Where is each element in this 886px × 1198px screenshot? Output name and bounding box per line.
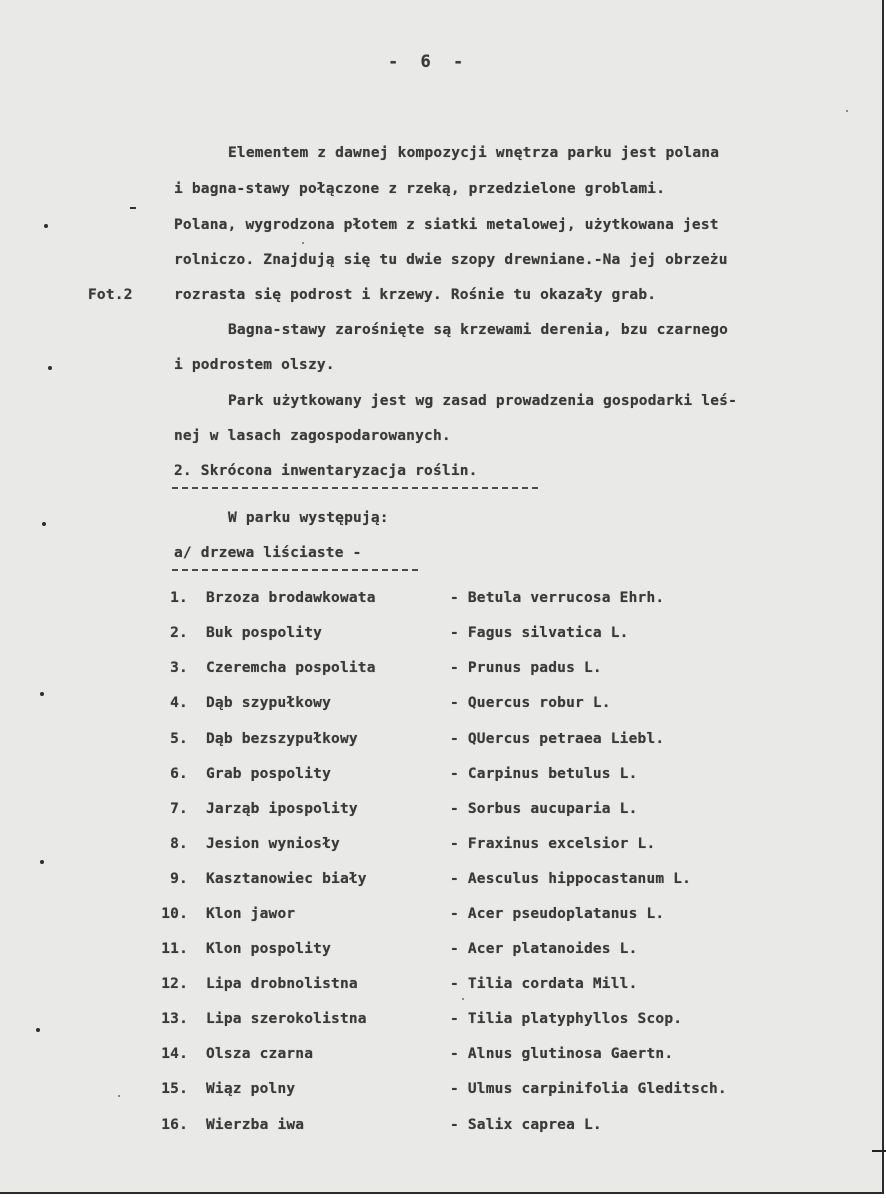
tree-polish-name: Dąb bezszypułkowy (206, 731, 358, 747)
paragraph-line: rozrasta się podrost i krzewy. Rośnie tu okazały grab. (174, 287, 657, 303)
scan-speck (302, 242, 304, 244)
page-number: - 6 - (388, 52, 470, 72)
tree-polish-name: Jarząb ipospolity (206, 801, 358, 817)
scan-speck (846, 110, 848, 112)
tree-number: 1. (170, 590, 188, 606)
tree-latin-name: - Alnus glutinosa Gaertn. (450, 1046, 674, 1062)
tree-number: 11. (161, 941, 188, 957)
tree-latin-name: - Acer pseudoplatanus L. (450, 906, 665, 922)
paragraph-line: nej w lasach zagospodarowanych. (174, 428, 451, 444)
tree-latin-name: - Sorbus aucuparia L. (450, 801, 638, 817)
tree-latin-name: - Quercus robur L. (450, 695, 611, 711)
paragraph-line: Elementem z dawnej kompozycji wnętrza parku jest polana (228, 145, 720, 161)
tree-number: 14. (161, 1046, 188, 1062)
scan-dot (42, 522, 46, 526)
tree-polish-name: Lipa szerokolistna (206, 1011, 367, 1027)
tree-latin-name: - Fraxinus excelsior L. (450, 836, 656, 852)
margin-note: Fot.2 (88, 287, 133, 303)
tree-latin-name: - Betula verrucosa Ehrh. (450, 590, 665, 606)
tree-latin-name: - Acer platanoides L. (450, 941, 638, 957)
tree-polish-name: Wierzba iwa (206, 1117, 305, 1133)
intro-line: W parku występują: (228, 510, 389, 526)
tree-latin-name: - QUercus petraea Liebl. (450, 731, 665, 747)
tree-polish-name: Dąb szypułkowy (206, 695, 332, 711)
tree-latin-name: - Salix caprea L. (450, 1117, 602, 1133)
tree-polish-name: Jesion wyniosły (206, 836, 340, 852)
tree-number: 13. (161, 1011, 188, 1027)
tree-latin-name: - Prunus padus L. (450, 660, 602, 676)
tree-latin-name: - Tilia platyphyllos Scop. (450, 1011, 683, 1027)
tree-number: 4. (170, 695, 188, 711)
tree-latin-name: - Ulmus carpinifolia Gleditsch. (450, 1081, 727, 1097)
tree-polish-name: Czeremcha pospolita (206, 660, 376, 676)
tree-latin-name: - Carpinus betulus L. (450, 766, 638, 782)
tree-polish-name: Klon jawor (206, 906, 296, 922)
tree-latin-name: - Aesculus hippocastanum L. (450, 871, 692, 887)
tree-polish-name: Klon pospolity (206, 941, 332, 957)
tree-polish-name: Lipa drobnolistna (206, 976, 358, 992)
tree-latin-name: - Fagus silvatica L. (450, 625, 629, 641)
scan-speck (118, 1095, 120, 1097)
subheading: a/ drzewa liściaste - (174, 545, 362, 561)
scan-dot (44, 224, 48, 228)
tree-polish-name: Wiąz polny (206, 1081, 296, 1097)
tree-number: 6. (170, 766, 188, 782)
paragraph-line: Bagna-stawy zarośnięte są krzewami derenia, bzu czarnego (228, 322, 729, 338)
paragraph-line: i bagna-stawy połączone z rzeką, przedzielone groblami. (174, 181, 666, 197)
paragraph-line: rolniczo. Znajdują się tu dwie szopy drewniane.-Na jej obrzeżu (174, 252, 728, 268)
tree-number: 10. (161, 906, 188, 922)
tree-polish-name: Kasztanowiec biały (206, 871, 367, 887)
scan-dot (36, 1028, 40, 1032)
scan-dot (40, 860, 44, 864)
scan-dot (48, 366, 52, 370)
subheading-underline (172, 569, 418, 571)
paragraph-line: Park użytkowany jest wg zasad prowadzenia gospodarki leś- (228, 393, 737, 409)
scan-tick (130, 207, 136, 209)
tree-number: 8. (170, 836, 188, 852)
paragraph-line: Polana, wygrodzona płotem z siatki metalowej, użytkowana jest (174, 217, 719, 233)
tree-number: 9. (170, 871, 188, 887)
section-heading-underline (172, 487, 538, 489)
tree-number: 5. (170, 731, 188, 747)
tree-number: 12. (161, 976, 188, 992)
scan-dot (40, 692, 44, 696)
tree-polish-name: Grab pospolity (206, 766, 332, 782)
tree-number: 2. (170, 625, 188, 641)
scan-speck (462, 998, 464, 1000)
paragraph-line: i podrostem olszy. (174, 357, 335, 373)
section-heading: 2. Skrócona inwentaryzacja roślin. (174, 463, 478, 479)
tree-number: 7. (170, 801, 188, 817)
tree-polish-name: Brzoza brodawkowata (206, 590, 376, 606)
scan-corner-mark (872, 1150, 886, 1161)
tree-number: 15. (161, 1081, 188, 1097)
tree-polish-name: Olsza czarna (206, 1046, 314, 1062)
tree-latin-name: - Tilia cordata Mill. (450, 976, 638, 992)
tree-polish-name: Buk pospolity (206, 625, 323, 641)
tree-number: 3. (170, 660, 188, 676)
tree-number: 16. (161, 1117, 188, 1133)
